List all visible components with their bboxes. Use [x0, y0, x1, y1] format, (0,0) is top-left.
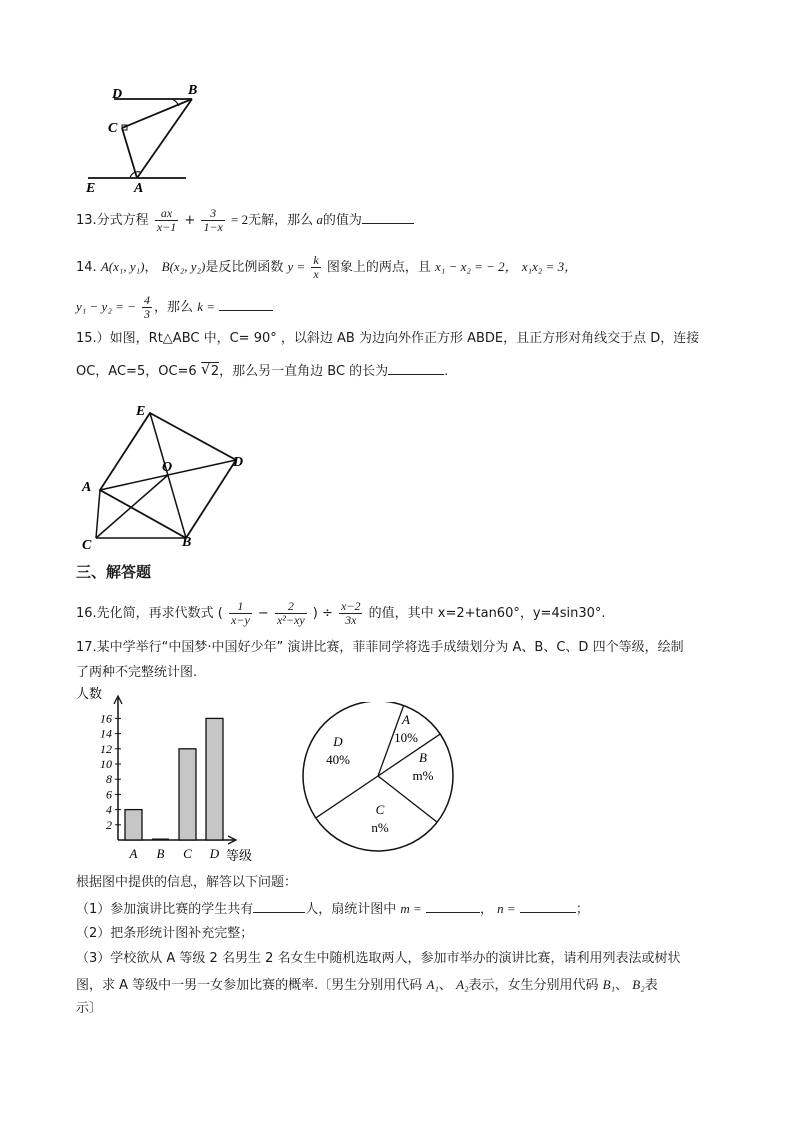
code-b1: B₁	[602, 977, 616, 992]
a1-m-blank[interactable]	[426, 900, 480, 913]
q13-plus: +	[184, 213, 196, 228]
sqrt-symbol: √ 2	[200, 360, 220, 379]
y-tick-label: 4	[106, 802, 112, 817]
x-axis-label: 等级	[226, 848, 253, 863]
a1-pre: （1）参加演讲比赛的学生共有	[76, 902, 254, 917]
pie-value-B: m%	[412, 768, 434, 783]
question-15-line2	[76, 362, 448, 381]
a1-total-blank[interactable]	[253, 900, 305, 913]
question-17-line2: 了两种不完整统计图.	[76, 665, 198, 680]
x-tick-label: B	[156, 846, 165, 861]
answers-intro: 根据图中提供的信息，解答以下问题：	[76, 875, 298, 890]
question-15-line1: 15.）如图，Rt△ABC 中，C= 90° ，以斜边 AB 为边向外作正方形 ABDE，且正方形对角线交于点 D，连接	[76, 331, 700, 346]
q14-line2-suffix: ，那么	[154, 300, 198, 315]
a3-tail: 表	[644, 978, 658, 993]
x-tick-label: A	[129, 846, 138, 861]
a1-n-eq: n =	[497, 901, 516, 916]
pie-label-A: A	[402, 712, 410, 727]
answer-3-line2	[76, 976, 658, 995]
bar-D	[206, 718, 223, 840]
section-3-title: 三、解答题	[76, 563, 152, 581]
code-b2: B₂	[632, 977, 645, 992]
y-tick-label: 8	[106, 772, 112, 787]
q15-sqrt-value: 2	[210, 364, 220, 379]
label-D: D	[112, 87, 123, 102]
pie-value-D: 40%	[326, 752, 350, 767]
q13-suffix: 的值为	[322, 213, 362, 228]
label-B: B	[188, 83, 198, 98]
q14-line2-lhs: y₁ − y₂ = −	[76, 299, 136, 314]
question-14-line1	[76, 254, 577, 281]
q15-period: .	[444, 364, 449, 379]
q14-mid: 是反比例函数	[205, 260, 288, 275]
q13-variable: a	[316, 212, 323, 227]
q13-prefix: 13.分式方程	[76, 213, 149, 228]
a3-mid: 表示，女生分别用代码	[468, 978, 603, 993]
q14-sep: ，	[144, 260, 158, 275]
answer-3-line3: 示〕	[76, 1001, 103, 1016]
q15-line2-pre: OC，AC=5，OC=6	[76, 364, 197, 379]
q13-answer-blank[interactable]	[362, 211, 414, 224]
q14-condition-2: x₁x₂ = 3，	[521, 259, 578, 274]
bar-A	[125, 810, 142, 840]
q14-mid2: 图象上的两点，且	[326, 260, 436, 275]
code-a2: A₂	[456, 977, 469, 992]
label-D: D	[233, 455, 244, 470]
label-E: E	[136, 404, 146, 419]
pie-value-C: n%	[371, 820, 389, 835]
question-14-line2	[76, 294, 273, 321]
question-16	[76, 600, 606, 627]
label-A: A	[134, 181, 144, 196]
answer-3-line1: （3）学校欲从 A 等级 2 名男生 2 名女生中随机选取两人，参加市举办的演讲比赛，请利用列表法或树状	[76, 951, 681, 966]
q15-line2-post: ，那么另一直角边 BC 的长为	[219, 364, 389, 379]
label-E: E	[86, 181, 96, 196]
label-A: A	[82, 480, 92, 495]
label-B: B	[182, 535, 192, 550]
y-tick-label: 14	[100, 726, 112, 741]
q14-fn-lhs: y =	[287, 259, 306, 274]
pie-value-A: 10%	[394, 730, 418, 745]
q14-point-b: B(x₂, y₂)	[161, 259, 206, 274]
q16-fraction-2: $\frac{2}{\text{x²−xy}}$	[276, 599, 305, 627]
a1-n-blank[interactable]	[520, 900, 576, 913]
q14-k: k =	[197, 299, 215, 314]
q14-answer-blank[interactable]	[219, 298, 273, 311]
x-tick-label: D	[209, 846, 220, 861]
question-13	[76, 207, 414, 234]
x-tick-label: C	[183, 846, 192, 861]
q14-fn-fraction: $\frac{k}{x}$	[313, 253, 319, 281]
a1-semi: ；	[575, 902, 589, 917]
q13-fraction-2: $\frac{3}{1-x}$	[203, 206, 223, 234]
question-17-line1: 17.某中学举行“中国梦·中国好少年” 演讲比赛，菲菲同学将选手成绩划分为 A、B、C、D 四个等级，绘制	[76, 640, 684, 655]
q14-point-a: A(x₁, y₁)	[100, 259, 145, 274]
pie-label-B: B	[419, 750, 427, 765]
label-C: C	[82, 538, 92, 553]
y-tick-label: 12	[100, 741, 112, 756]
a1-m-eq: m =	[400, 901, 422, 916]
answer-2: （2）把条形统计图补充完整；	[76, 926, 254, 941]
y-tick-label: 10	[100, 757, 112, 771]
q14-line2-fraction: $\frac{4}{3}$	[144, 293, 151, 321]
q16-close: ) ÷	[312, 606, 333, 621]
a3-dun-1: 、	[438, 978, 452, 993]
a1-mid: 人，扇统计图中	[305, 902, 401, 917]
q16-fraction-3: $\frac{x-2}{3x}$	[341, 599, 361, 627]
q15-answer-blank[interactable]	[388, 362, 444, 375]
pie-chart	[298, 702, 458, 862]
y-tick-label: 2	[106, 817, 112, 832]
q16-minus: −	[257, 606, 269, 621]
q14-condition-1: x₁ − x₂ = − 2，	[435, 259, 518, 274]
q13-equation-rest: = 2无解，那么	[231, 212, 317, 227]
code-a1: A₁	[426, 977, 439, 992]
y-tick-label: 6	[106, 787, 112, 802]
label-O: O	[162, 460, 173, 475]
y-tick-label: 16	[100, 711, 112, 726]
parallel-lines-figure	[80, 78, 200, 198]
a3-line2-pre: 图，求 A 等级中一男一女参加比赛的概率.〔男生分别用代码	[76, 978, 427, 993]
q16-prefix: 16.先化简，再求代数式 (	[76, 606, 223, 621]
pie-label-D: D	[333, 734, 343, 749]
a1-comma: ，	[479, 902, 493, 917]
pie-label-C: C	[375, 802, 385, 817]
q16-fraction-1: $\frac{1}{x-y}$	[231, 599, 250, 627]
answer-1	[76, 900, 589, 919]
square-diagonal-figure	[78, 398, 258, 553]
a3-dun-2: 、	[615, 978, 629, 993]
label-C: C	[108, 121, 118, 136]
bar-chart	[74, 684, 274, 868]
q14-prefix: 14.	[76, 260, 101, 275]
q13-fraction-1: $\frac{ax}{x-1}$	[156, 206, 177, 234]
q16-suffix: 的值，其中 x=2+tan60°，y=4sin30°.	[368, 606, 606, 621]
y-axis-label: 人数	[76, 686, 103, 701]
bar-C	[179, 749, 196, 840]
